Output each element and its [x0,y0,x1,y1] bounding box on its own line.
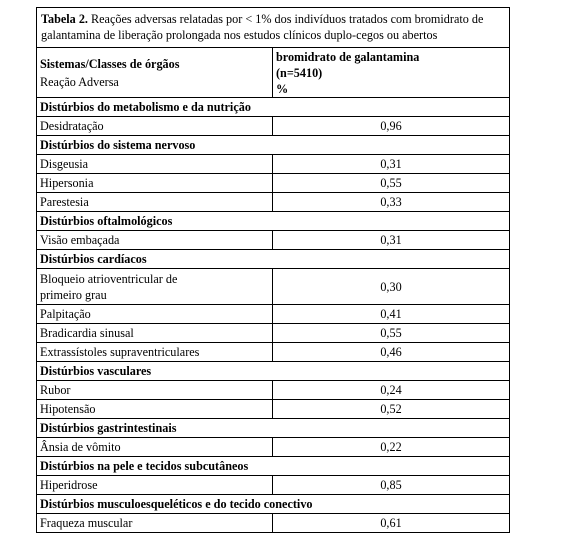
table-row [37,117,510,136]
table-row [37,324,510,343]
reaction-percent: 0,85 [273,476,510,495]
group-heading: Distúrbios na pele e tecidos subcutâneos [37,457,510,476]
reaction-percent: 0,46 [273,343,510,362]
sample-size: (n=5410) [276,66,323,80]
reaction-label: Hipotensão [37,400,273,419]
reaction-label: Palpitação [37,305,273,324]
reaction-percent: 0,55 [273,174,510,193]
table-row [37,269,510,305]
reaction-label: Hipersonia [37,174,273,193]
column-header-subtitle: Reação Adversa [40,75,119,89]
reaction-label: Hiperidrose [37,476,273,495]
group-heading: Distúrbios gastrintestinais [37,419,510,438]
table-row [37,193,510,212]
reaction-percent: 0,24 [273,381,510,400]
reaction-percent: 0,96 [273,117,510,136]
reaction-label: Rubor [37,381,273,400]
table-row [37,381,510,400]
reaction-percent: 0,31 [273,231,510,250]
caption-label: Tabela 2. [41,12,88,26]
table-row [37,476,510,495]
reaction-percent: 0,41 [273,305,510,324]
header-row [37,48,510,98]
table-caption [37,8,510,48]
group-row [37,419,510,438]
reaction-label: Extrassístoles supraventriculares [37,343,273,362]
column-header-system [37,48,273,98]
group-heading: Distúrbios do metabolismo e da nutrição [37,98,510,117]
column-header-title: Sistemas/Classes de órgãos [40,57,180,71]
group-row [37,250,510,269]
document [36,7,509,533]
reaction-percent: 0,52 [273,400,510,419]
reaction-percent: 0,31 [273,155,510,174]
caption-text: Reações adversas relatadas por < 1% dos indivíduos tratados com bromidrato de galantamina de liberação prolongada nos estudos clínicos duplo-cegos ou abertos [41,12,484,42]
table-row [37,438,510,457]
reaction-percent: 0,22 [273,438,510,457]
group-heading: Distúrbios cardíacos [37,250,510,269]
table-row [37,514,510,533]
reaction-label: Bradicardia sinusal [37,324,273,343]
group-heading: Distúrbios vasculares [37,362,510,381]
table-row [37,305,510,324]
group-heading: Distúrbios do sistema nervoso [37,136,510,155]
group-row [37,212,510,231]
reaction-label: Ânsia de vômito [37,438,273,457]
reaction-label: Bloqueio atrioventricular de primeiro grau [37,269,273,305]
reaction-percent: 0,61 [273,514,510,533]
group-row [37,98,510,117]
reaction-label: Disgeusia [37,155,273,174]
reaction-label: Desidratação [37,117,273,136]
adverse-reactions-table [36,7,510,533]
reaction-percent: 0,30 [273,269,510,305]
percent-unit: % [276,82,289,96]
group-heading: Distúrbios musculoesqueléticos e do tecido conectivo [37,495,510,514]
caption-row [37,8,510,48]
group-heading: Distúrbios oftalmológicos [37,212,510,231]
group-row [37,136,510,155]
table-row [37,343,510,362]
column-header-drug [273,48,510,98]
group-row [37,457,510,476]
table-row [37,155,510,174]
group-row [37,362,510,381]
table-row [37,174,510,193]
reaction-percent: 0,33 [273,193,510,212]
reaction-percent: 0,55 [273,324,510,343]
reaction-label: Visão embaçada [37,231,273,250]
reaction-label: Fraqueza muscular [37,514,273,533]
drug-name: bromidrato de galantamina [276,50,420,64]
reaction-label: Parestesia [37,193,273,212]
table-row [37,400,510,419]
table-row [37,231,510,250]
group-row [37,495,510,514]
